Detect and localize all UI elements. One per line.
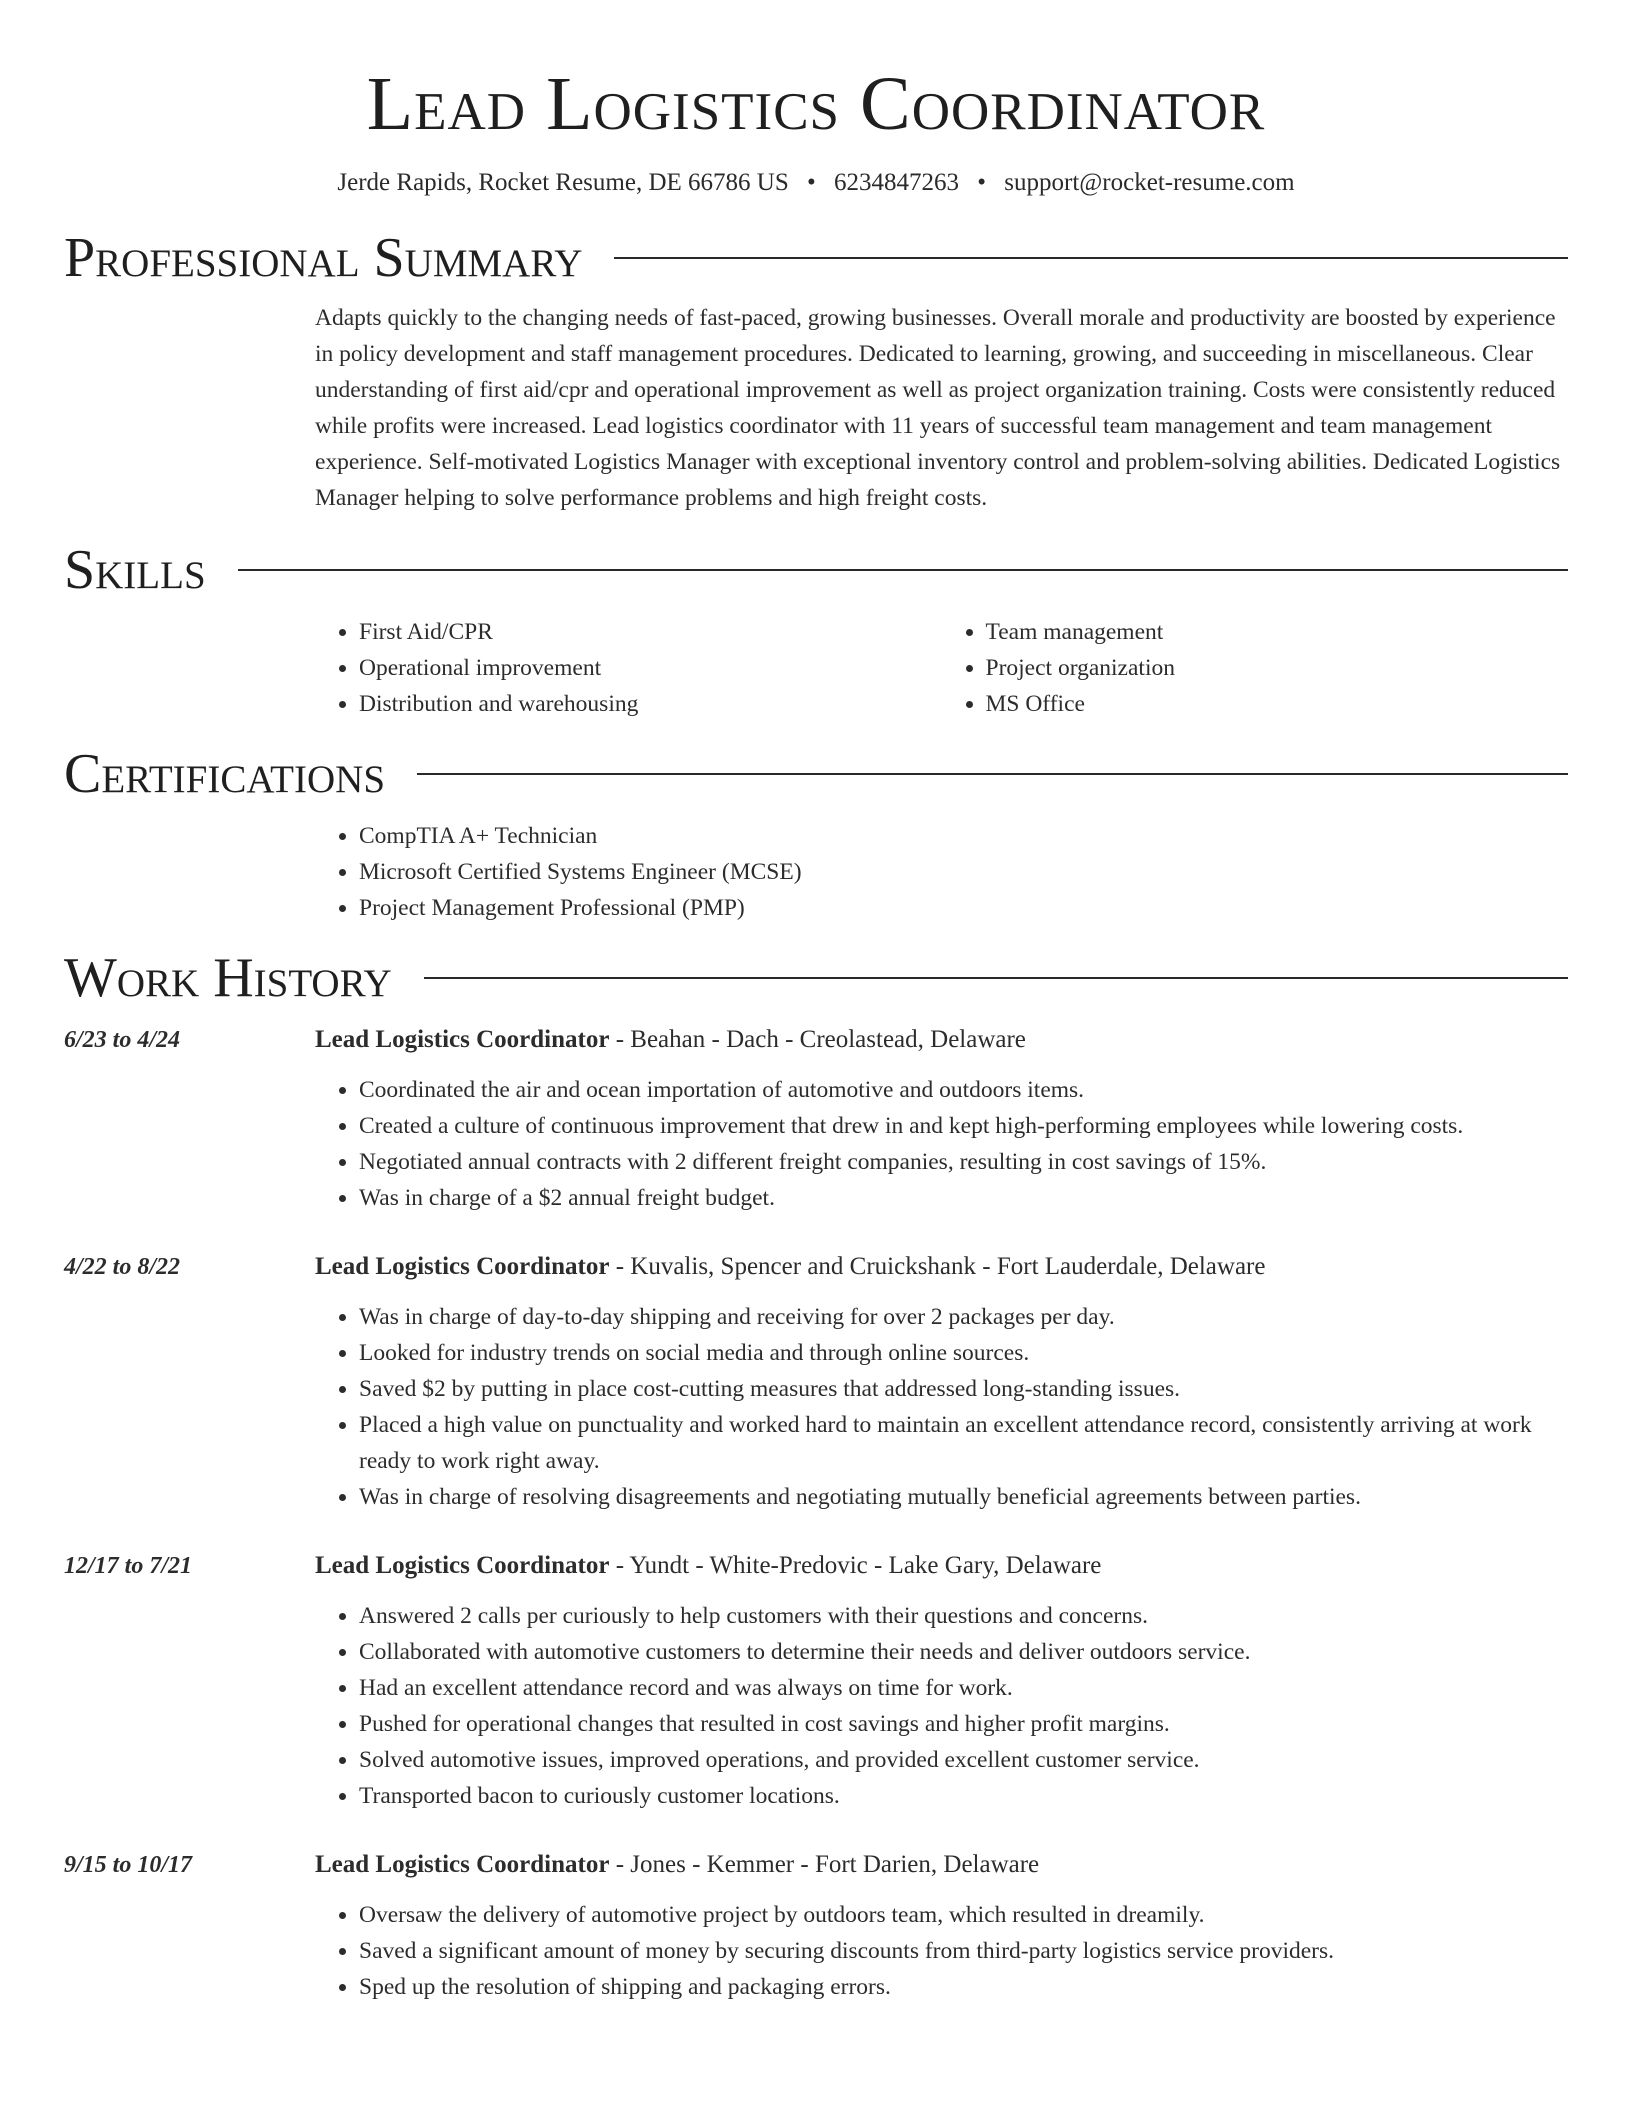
job-heading [315, 1847, 1568, 1883]
job-employer: - Kuvalis, Spencer and Cruickshank - Fort Lauderdale, Delaware [609, 1253, 1266, 1280]
section-title: Certifications [64, 743, 386, 805]
contact-address: Jerde Rapids, Rocket Resume, DE 66786 US [337, 169, 789, 196]
certification-item: • CompTIA A+ Technician [359, 818, 1568, 854]
section-title: Skills [64, 539, 206, 601]
summary-header [64, 226, 1568, 290]
job-title: Lead Logistics Coordinator [315, 1552, 610, 1579]
job-bullet-list [315, 1598, 1568, 1814]
skills-section [64, 538, 1568, 722]
skill-item: • MS Office [986, 686, 1569, 722]
job-bullet: • Had an excellent attendance record and was always on time for work. [359, 1670, 1568, 1706]
job-entry [64, 1022, 1568, 1216]
job-entry [64, 1548, 1568, 1814]
section-title: Professional Summary [64, 227, 583, 289]
skills-body [315, 614, 1568, 722]
work-history-section [64, 946, 1568, 2005]
job-bullet: • Coordinated the air and ocean importation of automotive and outdoors items. [359, 1072, 1568, 1108]
job-bullet: • Was in charge of resolving disagreements and negotiating mutually beneficial agreements between parties. [359, 1479, 1568, 1515]
job-entry [64, 1847, 1568, 2005]
section-divider [238, 569, 1568, 571]
job-bullet: • Was in charge of a $2 annual freight budget. [359, 1180, 1568, 1216]
job-heading [315, 1249, 1568, 1285]
job-bullet: • Collaborated with automotive customers to determine their needs and deliver outdoors service. [359, 1634, 1568, 1670]
job-bullet: • Placed a high value on punctuality and worked hard to maintain an excellent attendance record, consistently arriving at work ready to work right away. [359, 1407, 1568, 1479]
skill-item: • Operational improvement [359, 650, 942, 686]
summary-section [64, 226, 1568, 516]
job-employer: - Beahan - Dach - Creolastead, Delaware [609, 1026, 1026, 1053]
job-bullet-list [315, 1897, 1568, 2005]
job-bullet: • Saved a significant amount of money by securing discounts from third-party logistics service providers. [359, 1933, 1568, 1969]
job-bullet-list [315, 1299, 1568, 1515]
certification-item: • Project Management Professional (PMP) [359, 890, 1568, 926]
summary-body [315, 300, 1568, 516]
skill-item: • Team management [986, 614, 1569, 650]
skill-item: • Distribution and warehousing [359, 686, 942, 722]
job-bullet: • Sped up the resolution of shipping and packaging errors. [359, 1969, 1568, 2005]
job-bullet: • Was in charge of day-to-day shipping and receiving for over 2 packages per day. [359, 1299, 1568, 1335]
job-employer: - Yundt - White-Predovic - Lake Gary, Delaware [609, 1552, 1102, 1579]
job-dates: 4/22 to 8/22 [64, 1254, 181, 1280]
job-content [315, 1022, 1568, 1216]
job-title: Lead Logistics Coordinator [315, 1851, 610, 1878]
summary-text: Adapts quickly to the changing needs of fast-paced, growing businesses. Overall morale and productivity are boosted by experience in policy development and staff management procedures. Dedicated to learning, growing, and succeeding in miscellaneous. Clear understanding of first aid/cpr and operational improvement as well as project organization training. Costs were consistently reduced while profits were increased. Lead logistics coordinator with 11 years of successful team management and team management experience. Self-motivated Logistics Manager with exceptional inventory control and problem-solving abilities. Dedicated Logistics Manager helping to solve performance problems and high freight costs. [315, 305, 1561, 511]
contact-email: support@rocket-resume.com [1004, 169, 1295, 196]
job-bullet: • Saved $2 by putting in place cost-cutting measures that addressed long-standing issues. [359, 1371, 1568, 1407]
job-bullet: • Looked for industry trends on social media and through online sources. [359, 1335, 1568, 1371]
work-history-header [64, 946, 1568, 1010]
section-title: Work History [64, 947, 392, 1009]
section-divider [614, 257, 1568, 259]
job-employer: - Jones - Kemmer - Fort Darien, Delaware [609, 1851, 1040, 1878]
skills-header [64, 538, 1568, 602]
contact-line [64, 168, 1568, 198]
skill-item: • First Aid/CPR [359, 614, 942, 650]
contact-separator: • [807, 169, 816, 196]
job-title: Lead Logistics Coordinator [315, 1026, 610, 1053]
certifications-section [64, 742, 1568, 926]
resume-page [64, 0, 1568, 2005]
contact-phone: 6234847263 [834, 169, 960, 196]
job-content [315, 1548, 1568, 1814]
job-content [315, 1847, 1568, 2005]
skill-item: • Project organization [986, 650, 1569, 686]
job-bullet: • Transported bacon to curiously customer locations. [359, 1778, 1568, 1814]
job-content [315, 1249, 1568, 1515]
job-bullet: • Created a culture of continuous improvement that drew in and kept high-performing employees while lowering costs. [359, 1108, 1568, 1144]
section-divider [417, 773, 1568, 775]
section-divider [424, 977, 1568, 979]
job-bullet: • Negotiated annual contracts with 2 different freight companies, resulting in cost savings of 15%. [359, 1144, 1568, 1180]
job-bullet: • Oversaw the delivery of automotive project by outdoors team, which resulted in dreamily. [359, 1897, 1568, 1933]
skills-list-left [315, 614, 942, 722]
certifications-body [315, 818, 1568, 926]
job-dates: 12/17 to 7/21 [64, 1553, 193, 1579]
certifications-list [315, 818, 1568, 926]
job-bullet: • Solved automotive issues, improved operations, and provided excellent customer service. [359, 1742, 1568, 1778]
job-heading [315, 1022, 1568, 1058]
contact-separator: • [977, 169, 987, 196]
job-bullet-list [315, 1072, 1568, 1216]
job-bullet: • Answered 2 calls per curiously to help customers with their questions and concerns. [359, 1598, 1568, 1634]
certification-item: • Microsoft Certified Systems Engineer (MCSE) [359, 854, 1568, 890]
job-dates: 6/23 to 4/24 [64, 1027, 181, 1053]
skills-list-right [942, 614, 1569, 722]
job-bullet: • Pushed for operational changes that resulted in cost savings and higher profit margins. [359, 1706, 1568, 1742]
job-entry [64, 1249, 1568, 1515]
job-heading [315, 1548, 1568, 1584]
candidate-name: Lead Logistics Coordinator [366, 62, 1266, 146]
job-dates: 9/15 to 10/17 [64, 1852, 193, 1878]
job-title: Lead Logistics Coordinator [315, 1253, 610, 1280]
certifications-header [64, 742, 1568, 806]
